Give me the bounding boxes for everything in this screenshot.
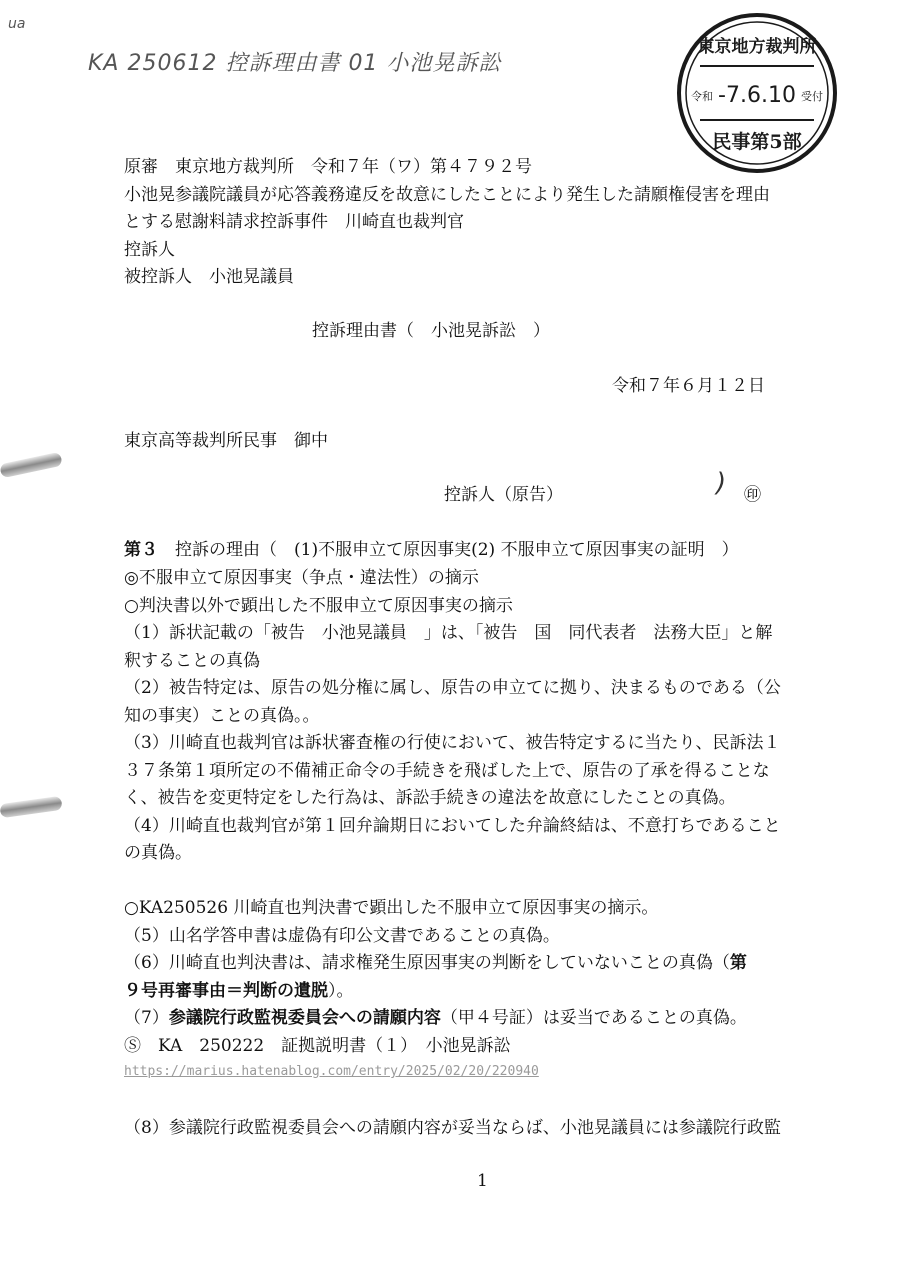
case-line-appellant: 控訴人 <box>124 240 175 260</box>
item-6-bold-reason: ９号再審事由＝判断の遺脱 <box>124 981 328 1001</box>
item-3-line-2: ３７条第１項所定の不備補正命令の手続きを飛ばした上で、原告の了承を得ることな <box>124 761 770 781</box>
section-heading-text: 控訴の理由（ (1)不服申立て原因事実(2) 不服申立て原因事実の証明 ） <box>158 540 739 560</box>
document-title: 控訴理由書（ 小池晃訴訟 ） <box>312 321 550 341</box>
section-heading <box>124 539 739 561</box>
item-2-line-1: （2）被告特定は、原告の処分権に属し、原告の申立てに拠り、決まるものである（公 <box>124 678 781 698</box>
item-4-line-1: （4）川崎直也裁判官が第１回弁論期日においてした弁論終結は、不意打ちであること <box>124 816 781 836</box>
item-1-line-1: （1）訴状記載の「被告 小池晃議員 」は、「被告 国 同代表者 法務大臣」と解 <box>124 623 773 643</box>
stamp-date: -7.6.10 <box>718 83 796 108</box>
item-3-line-3: く、被告を変更特定をした行為は、訴訟手続きの違法を故意にしたことの真偽。 <box>124 788 736 808</box>
section-number: 第３ <box>124 540 158 560</box>
item-6-text: （6）川崎直也判決書は、請求権発生原因事実の判断をしていないことの真偽（ <box>124 953 730 973</box>
item-7-number: （7） <box>124 1008 169 1028</box>
page-number: 1 <box>477 1171 488 1191</box>
document-date: 令和７年６月１２日 <box>612 376 765 396</box>
item-5: （5）山名学答申書は虚偽有印公文書であることの真偽。 <box>124 926 560 946</box>
appellant-label: 控訴人（原告） <box>444 485 563 505</box>
stamp-court: 東京地方裁判所 <box>697 37 817 57</box>
margin-note: ua <box>8 16 26 32</box>
subheading-outside-judgment: ○判決書以外で顕出した不服申立て原因事実の摘示 <box>124 596 513 616</box>
subheading-facts: ◎不服申立て原因事実（争点・違法性）の摘示 <box>124 568 479 588</box>
subheading-judgment: ○KA250526 川崎直也判決書で顕出した不服申立て原因事実の摘示。 <box>124 898 659 918</box>
stamp-era: 令和 <box>691 90 713 103</box>
signature-mark: ) <box>716 468 727 498</box>
item-6-end: ）。 <box>328 981 354 1001</box>
item-3-line-1: （3）川崎直也裁判官は訴状審査権の行使において、被告特定するに当たり、民訴法１ <box>124 733 781 753</box>
item-6-line-1 <box>124 952 747 974</box>
evidence-url[interactable]: https://marius.hatenablog.com/entry/2025/02/20/220940 <box>124 1064 539 1079</box>
punch-hole-shadow <box>0 796 63 818</box>
punch-hole-shadow <box>0 452 63 479</box>
item-7 <box>124 1007 747 1029</box>
seal-mark: ㊞ <box>744 485 761 505</box>
case-line-title-2: とする慰謝料請求控訴事件 川崎直也裁判官 <box>124 212 464 232</box>
receipt-stamp <box>672 8 842 178</box>
evidence-line: Ⓢ KA 250222 証拠説明書（１） 小池晃訴訟 <box>124 1036 511 1056</box>
item-4-line-2: の真偽。 <box>124 843 192 863</box>
item-8-line-1: （8）参議院行政監視委員会への請願内容が妥当ならば、小池晃議員には参議院行政監 <box>124 1118 781 1138</box>
stamp-receipt: 受付 <box>801 90 823 103</box>
item-6-bold-start: 第 <box>729 953 747 973</box>
item-2-line-2: 知の事実）ことの真偽。。 <box>124 706 320 726</box>
item-6-line-2 <box>124 980 354 1002</box>
item-7-rest: （甲４号証）は妥当であることの真偽。 <box>440 1008 747 1028</box>
case-line-original: 原審 東京地方裁判所 令和７年（ワ）第４７９２号 <box>124 157 532 177</box>
item-1-line-2: 釈することの真偽 <box>124 651 260 671</box>
item-7-bold: 参議院行政監視委員会への請願内容 <box>168 1008 441 1028</box>
case-line-appellee: 被控訴人 小池晃議員 <box>124 267 294 287</box>
stamp-division: 民事第5部 <box>712 131 802 153</box>
handwritten-header: KA 250612 控訴理由書 01 小池晃訴訟 <box>88 51 502 76</box>
addressee: 東京高等裁判所民事 御中 <box>124 431 328 451</box>
case-line-title-1: 小池晃参議院議員が応答義務違反を故意にしたことにより発生した請願権侵害を理由 <box>124 185 770 205</box>
